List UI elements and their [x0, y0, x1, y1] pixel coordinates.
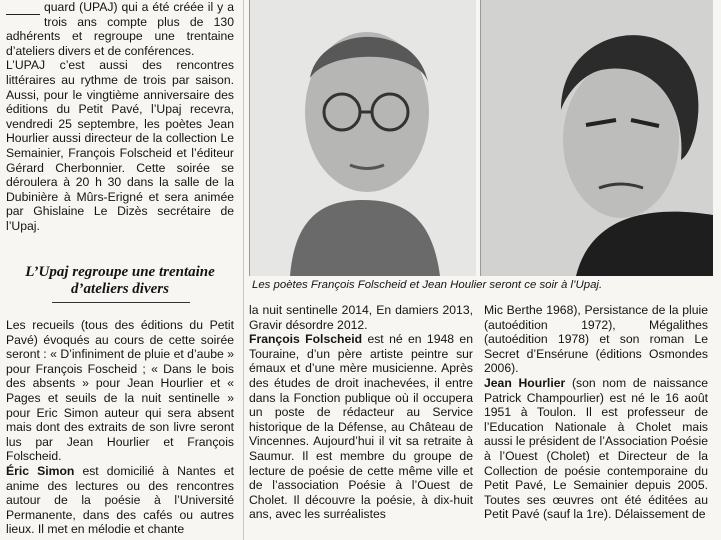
paragraph-text: (son nom de naissance Patrick Champourlier) est né le 16 août 1951 à Toulon. Il est professeur de l’Education Nationale à Cholet mais aussi le président de l’Association Poésie à l’Ouest (Cholet) et Directeur de la Collection de poésie contemporaine du Petit Pavé, Le Semainier depuis 2005. Toutes ses œuvres ont été éditées au Petit Pavé (sauf la 1re). Délaissement de	[484, 375, 708, 522]
paragraph	[484, 376, 708, 522]
portrait-photo-hourlier	[480, 0, 713, 276]
paragraph-text: est domicilié à Nantes et anime des lectures ou des rencontres autour de la poésie à l’Université Permanente, dans des cafés ou autres lieux. Il met en mélodie et chante	[6, 463, 234, 537]
article-column-right	[484, 303, 708, 522]
portrait-photo-folscheid	[249, 0, 476, 276]
column-separator	[243, 0, 244, 540]
person-name: François Folscheid	[249, 332, 363, 347]
paragraph	[6, 464, 234, 537]
article-column-left-top	[6, 0, 234, 234]
subheading-rule	[52, 302, 190, 303]
portrait-illustration	[250, 0, 476, 276]
portrait-illustration	[481, 0, 713, 276]
paragraph: L’UPAJ c’est aussi des rencontres littéraires au rythme de trois par saison. Aussi, pour le vingtième anniversaire des éditions du Petit Pavé, l’Upaj recevra, vendredi 25 septembre, les poètes Jean Hourlier aussi directeur de la collection Le Semainier, François Folscheid et l’éditeur Gérard Cherbonnier. Cette soirée se déroulera à 20 h 30 dans la salle de la Dubinière à Mûrs-Erigné et sera animée par Ghislaine Le Dizès secrétaire de l’Upaj.	[6, 58, 234, 233]
photo-caption: Les poètes François Folscheid et Jean Houlier seront ce soir à l’Upaj.	[252, 279, 603, 291]
paragraph: la nuit sentinelle 2014, En damiers 2013, Gravir désordre 2012.	[249, 303, 473, 332]
person-name: Jean Hourlier	[484, 375, 566, 390]
paragraph: quard (UPAJ) qui a été créée il y a trois ans compte plus de 130 adhérents et regroupe une trentaine d’ateliers divers et de conférences.	[6, 0, 234, 58]
drop-cap	[6, 0, 40, 15]
subheading: L’Upaj regroupe une trentaine d’ateliers divers	[25, 264, 215, 297]
article-column-middle	[249, 303, 473, 522]
paragraph-text: est né en 1948 en Touraine, d’un père artiste peintre sur émaux et d’une mère musicienne. Après des études de droit inachevées, il entre dans la Fonction publique où il occupera un poste de rédacteur au Service historique de la Défense, au Château de Vincennes. Aujourd’hui il vit sa retraite à Saumur. Il est membre du groupe de lecture de poésie de cette même ville et de l’association Poésie à l’Ouest de Cholet. Il découvre la poésie, à dix-huit ans, avec les surréalistes	[249, 332, 473, 522]
paragraph	[249, 332, 473, 522]
paragraph: Mic Berthe 1968), Persistance de la pluie (autoédition 1972), Mégalithes (autoédition 1978) et son roman Le Secret d’Ensérune (éditions Osmondes 2006).	[484, 303, 708, 376]
article-column-left-bottom	[6, 318, 234, 537]
paragraph: Les recueils (tous des éditions du Petit Pavé) évoqués au cours de cette soirée seront : « D’infiniment de pluie et d’aube » pour François Foscheid ; « Dans le bois des absents » pour Jean Hourlier et « Pages et seuils de la nuit sentinelle » pour Eric Simon auteur qui sera absent mais dont des extraits de son livre seront lus par Jean Hourlier et François Folscheid.	[6, 318, 234, 464]
person-name: Éric Simon	[6, 463, 75, 478]
